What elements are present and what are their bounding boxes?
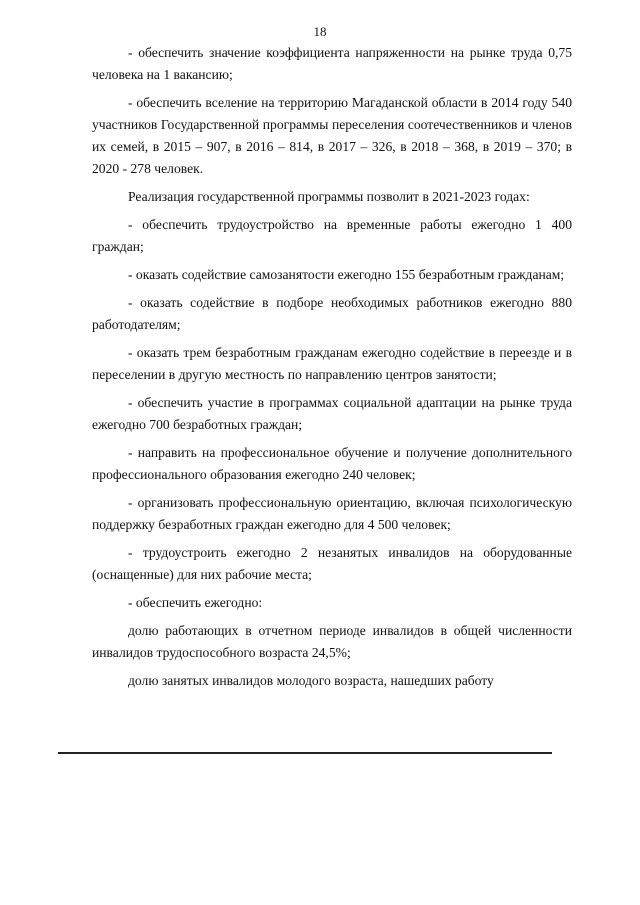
paragraph-12: - обеспечить ежегодно: [128, 595, 263, 610]
paragraph-13: долю работающих в отчетном периоде инвалидов в общей численности инвалидов трудоспособного возраста 24,5%; [92, 623, 572, 660]
paragraph-7: - оказать трем безработным гражданам ежегодно содействие в переезде и в переселении в другую местность по направлению центров занятости; [92, 345, 572, 382]
paragraph-10: - организовать профессиональную ориентацию, включая психологическую поддержку безработных граждан ежегодно для 4 500 человек; [92, 495, 572, 532]
paragraph-11: - трудоустроить ежегодно 2 незанятых инвалидов на оборудованные (оснащенные) для них рабочие места; [92, 545, 572, 582]
paragraph-6: - оказать содействие в подборе необходимых работников ежегодно 880 работодателям; [92, 295, 572, 332]
paragraph-8: - обеспечить участие в программах социальной адаптации на рынке труда ежегодно 700 безработных граждан; [92, 395, 572, 432]
page-number: 18 [313, 24, 327, 39]
paragraph-5: - оказать содействие самозанятости ежегодно 155 безработным гражданам; [128, 267, 565, 282]
paragraph-3: Реализация государственной программы позволит в 2021-2023 годах: [128, 189, 530, 204]
paragraph-2: - обеспечить вселение на территорию Магаданской области в 2014 году 540 участников Государственной программы переселения соотечественников и членов их семей, в 2015 – 907, в 2016 – 814, в 2017 – 326, в 2018 – 368, в 2019 – 370; в 2020 - 278 человек. [92, 95, 572, 176]
paragraph-1: - обеспечить значение коэффициента напряженности на рынке труда 0,75 человека на 1 вакансию; [92, 45, 572, 82]
paragraph-9: - направить на профессиональное обучение и получение дополнительного профессионального образования ежегодно 240 человек; [92, 445, 572, 482]
paragraph-4: - обеспечить трудоустройство на временные работы ежегодно 1 400 граждан; [92, 217, 572, 254]
bottom-rule [58, 752, 552, 754]
document-body [92, 42, 572, 692]
paragraph-14: долю занятых инвалидов молодого возраста, нашедших работу [128, 673, 494, 688]
